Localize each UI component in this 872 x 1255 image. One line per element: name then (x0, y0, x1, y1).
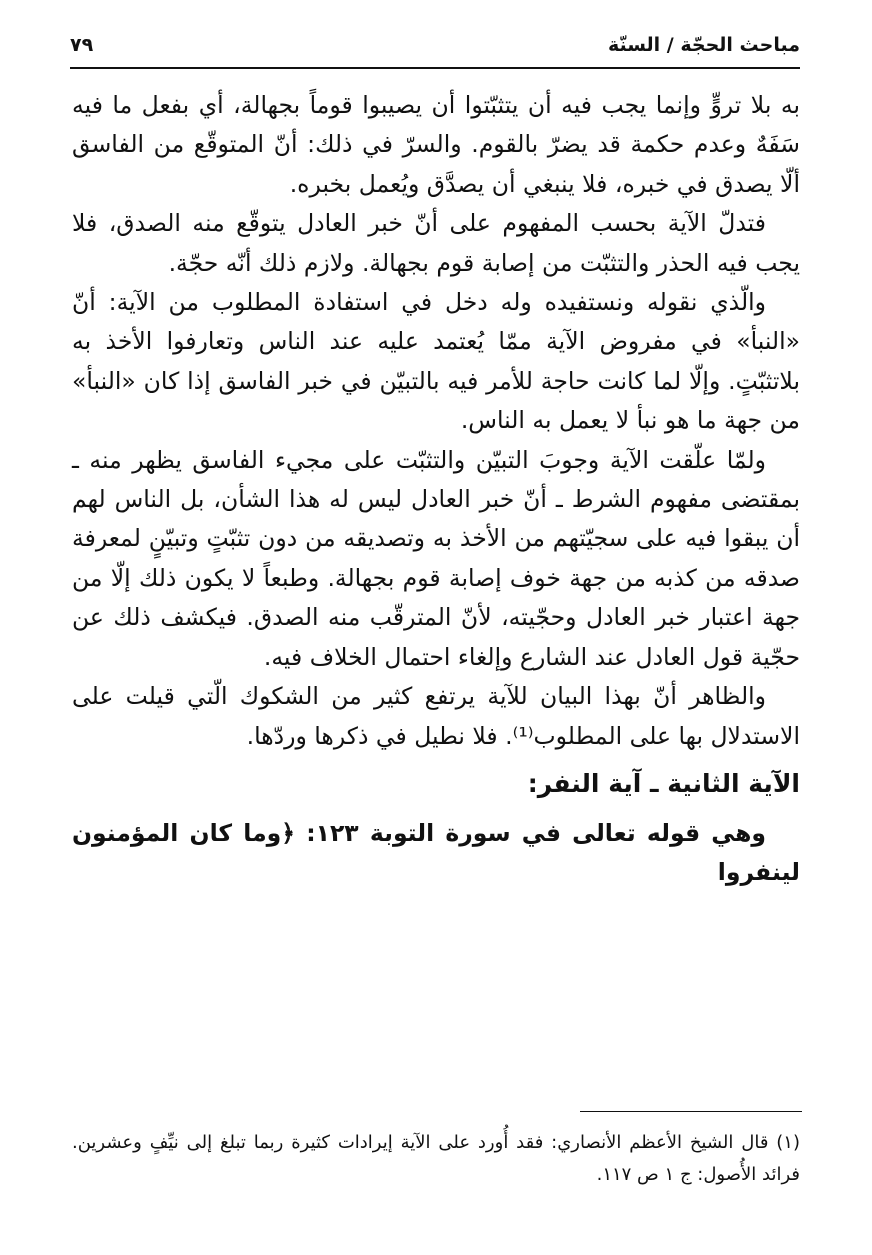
paragraph: به بلا تروٍّ وإنما يجب فيه أن يتثبّتوا أن يصيبوا قوماً بجهالة، أي بفعل ما فيه سَفَهٌ وعدم حكمة قد يضرّ بالقوم. والسرّ في ذلك: أنّ المتوقّع من الفاسق ألّا يصدق في خبره، فلا ينبغي أن يصدَّق ويُعمل بخبره. (72, 91, 800, 198)
verse-line: وهي قوله تعالى في سورة التوبة ١٢٣: ﴿وما كان المؤمنون لينفروا (72, 818, 800, 887)
main-text (72, 86, 800, 893)
footnote-divider (580, 1111, 802, 1112)
page-header (70, 30, 800, 66)
paragraph: والظاهر أنّ بهذا البيان للآية يرتفع كثير من الشكوك الّتي قيلت على الاستدلال بها على المطلوب⁽¹⁾. فلا نطيل في ذكرها وردّها. (72, 682, 800, 750)
paragraph: فتدلّ الآية بحسب المفهوم على أنّ خبر العادل يتوقّع منه الصدق، فلا يجب فيه الحذر والتثبّت من إصابة قوم بجهالة. ولازم ذلك أنّه حجّة. (72, 209, 800, 277)
running-title: مباحث الحجّة / السنّة (607, 34, 800, 56)
paragraph: ولمّا علّقت الآية وجوبَ التبيّن والتثبّت على مجيء الفاسق يظهر منه ـ بمقتضى مفهوم الشرط ـ أنّ خبر العادل ليس له هذا الشأن، بل الناس لهم أن يبقوا فيه على سجيّتهم من الأخذ به وتصديقه من دون تثبّتٍ وتبيّنٍ لمعرفة صدقه من كذبه من جهة خوف إصابة قوم بجهالة. وطبعاً لا يكون ذلك إلّا من جهة اعتبار خبر العادل وحجّيته، لأنّ المترقّب منه الصدق. فيكشف ذلك عن حجّية قول العادل عند الشارع وإلغاء احتمال الخلاف فيه. (72, 445, 800, 671)
header-divider (70, 67, 800, 69)
footnotes (72, 1127, 800, 1191)
page-number: ٧٩ (70, 34, 94, 56)
section-heading: الآية الثانية ـ آية النفر: (527, 768, 800, 798)
paragraph: والّذي نقوله ونستفيده وله دخل في استفادة المطلوب من الآية: أنّ «النبأ» في مفروض الآية ممّا يُعتمد عليه عند الناس وتعارفوا الأخذ به بلاتثبّتٍ. وإلّا لما كانت حاجة للأمر فيه بالتبيّن في خبر الفاسق إذا كان «النبأ» من جهة ما هو نبأ لا يعمل به الناس. (72, 288, 800, 435)
footnote: (١) قال الشيخ الأعظم الأنصاري: فقد أُورد على الآية إيرادات كثيرة ربما تبلغ إلى نيِّفٍ وعشرين. فرائد الأُصول: ج ١ ص ١١٧. (72, 1132, 800, 1185)
